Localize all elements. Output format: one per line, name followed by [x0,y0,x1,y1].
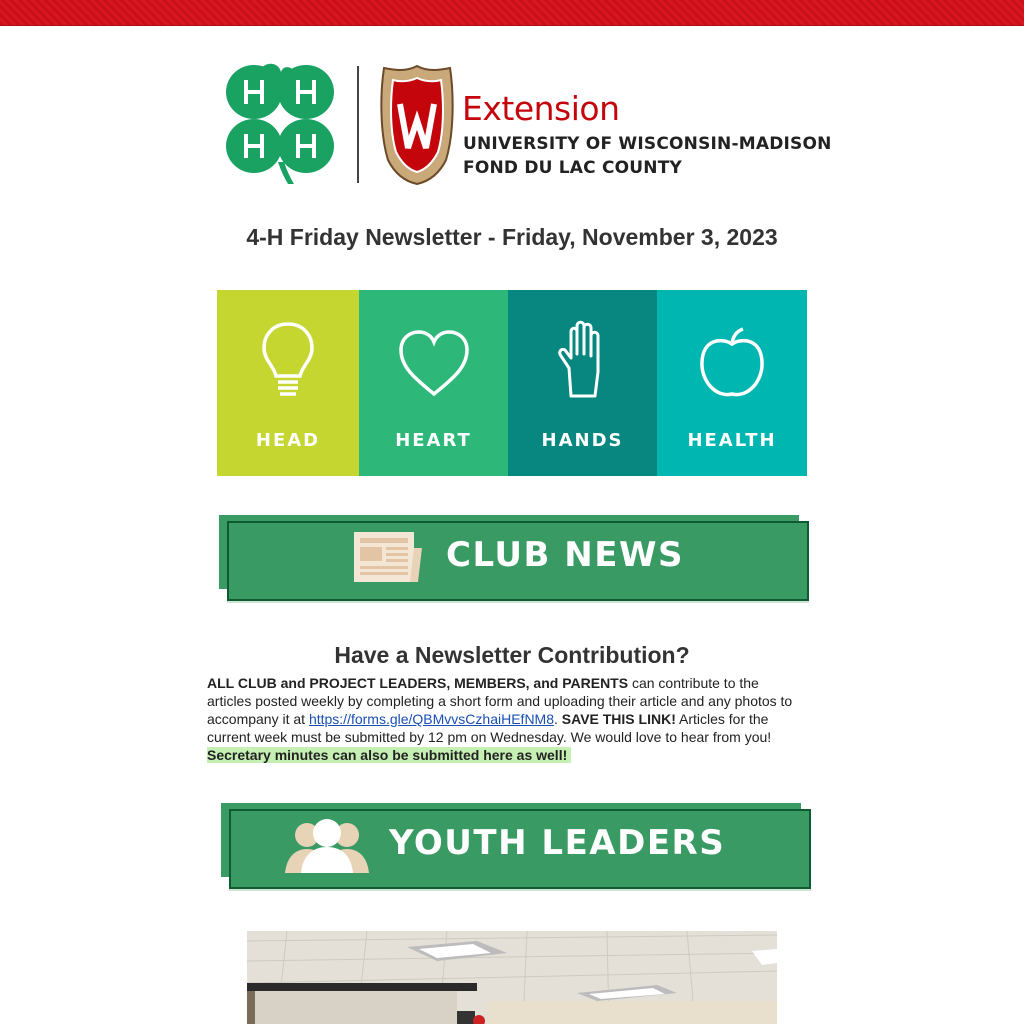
pledge-label: HEAD [255,430,321,451]
contribution-form-link[interactable]: https://forms.gle/QBMvvsCzhaiHEfNM8 [308,711,554,727]
meeting-room-photo [247,931,777,1024]
pledge-head [217,290,359,476]
club-news-heading: CLUB NEWS [446,535,684,575]
ceiling-photo-graphic [247,931,777,1024]
apple-icon [697,326,767,400]
pledge-label: HEART [395,430,472,451]
top-stripe [0,0,1024,26]
save-link-notice: SAVE THIS LINK! [561,711,676,727]
youth-leaders-heading: YOUTH LEADERS [389,823,726,863]
newspaper-icon [352,530,424,584]
contribution-text-part: can contribute to the articles posted weekly by completing a short form and uploading their article and any photos to accompany it at [207,675,793,727]
pledge-health [657,290,807,476]
pledge-hands [508,290,657,476]
org-name-line1: UNIVERSITY OF WISCONSIN-MADISON [463,134,832,154]
pledge-label: HANDS [541,430,624,451]
pledge-heart [359,290,508,476]
newsletter-title: 4-H Friday Newsletter - Friday, November 3, 2023 [246,224,778,250]
4h-clover-icon [222,62,340,184]
secretary-minutes-highlight: Secretary minutes can also be submitted here as well! [207,747,571,763]
heart-icon [397,328,471,398]
logo-divider [357,66,359,183]
contribution-text-part: Articles for the current week must be submitted by 12 pm on Wednesday. We would love to hear from you! [207,711,772,745]
hand-icon [555,320,611,400]
contribution-text [207,674,807,764]
header-logos [222,62,832,187]
extension-wordmark: Extension [462,89,620,128]
lightbulb-icon [258,320,318,400]
pledge-label: HEALTH [687,430,777,451]
contribution-lead: ALL CLUB and PROJECT LEADERS, MEMBERS, and PARENTS [207,675,629,691]
org-name-line2: FOND DU LAC COUNTY [463,158,683,178]
people-group-icon [285,817,369,875]
youth-leaders-banner [221,803,813,891]
pledge-banner [217,290,807,476]
uw-crest-icon [378,64,456,186]
club-news-banner [219,515,811,603]
contribution-text-part: . [554,711,562,727]
contribution-title: Have a Newsletter Contribution? [334,642,690,668]
